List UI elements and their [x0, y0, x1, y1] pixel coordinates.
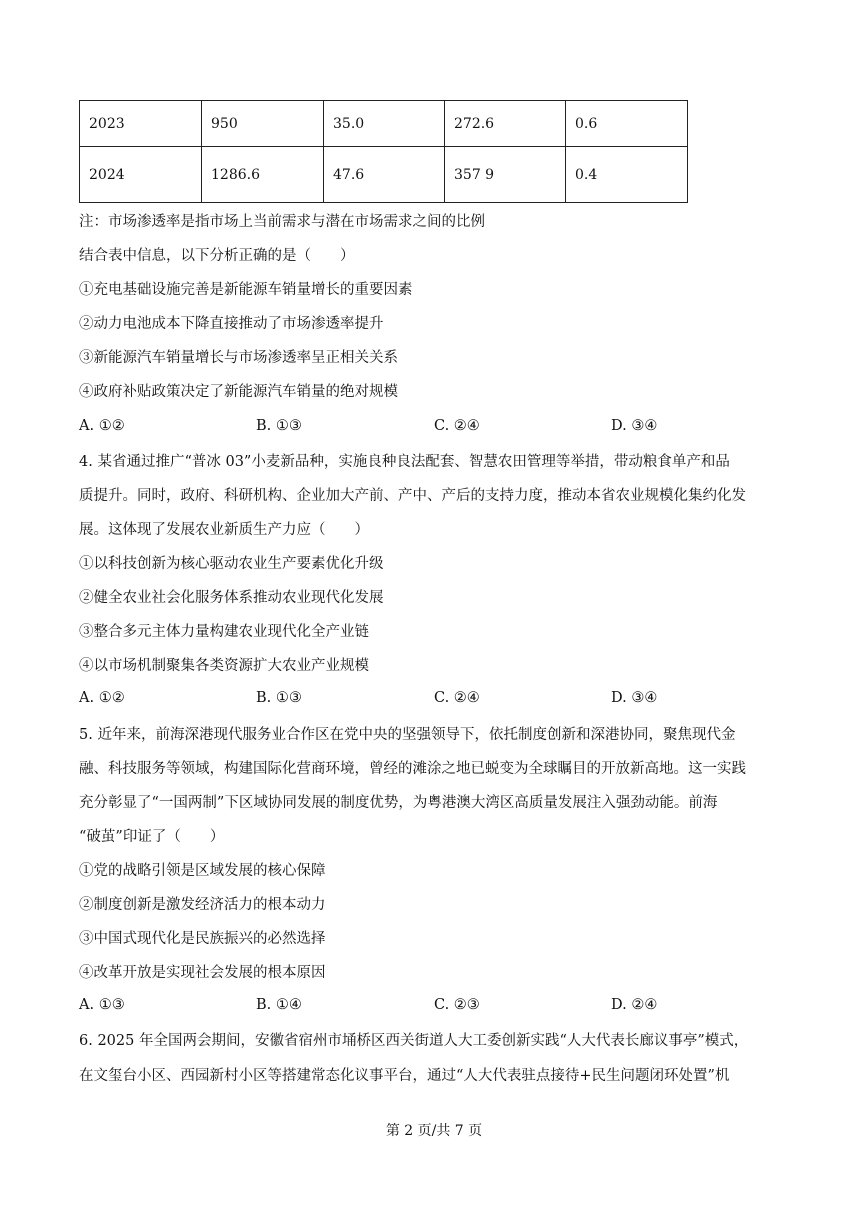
q4-item-1: ①以科技创新为核心驱动农业生产要素优化升级	[79, 556, 384, 572]
q5-item-3: ③中国式现代化是民族振兴的必然选择	[79, 931, 326, 947]
option-a[interactable]: A. ①②	[79, 418, 125, 434]
q6-stem-line-1: 6. 2025 年全国两会期间，安徽省宿州市埇桥区西关街道人大工委创新实践“人大代表长廊议事亭”模式，	[79, 1033, 749, 1049]
q5-item-1: ①党的战略引领是区域发展的核心保障	[79, 863, 326, 879]
table-cell: 357 9	[445, 147, 566, 203]
q4-stem-line-1: 4. 某省通过推广“普冰 03”小麦新品种，实施良种良法配套、智慧农田管理等举措，带动粮食单产和品	[79, 454, 730, 470]
option-b[interactable]: B. ①③	[256, 418, 302, 434]
q5-stem-line-4: “破茧”印证了（ ）	[79, 829, 225, 845]
q5-item-2: ②制度创新是激发经济活力的根本动力	[79, 897, 326, 913]
q5-item-4: ④改革开放是实现社会发展的根本原因	[79, 965, 326, 981]
table-note: 注：市场渗透率是指市场上当前需求与潜在市场需求之间的比例	[79, 214, 485, 230]
q5-stem-line-1: 5. 近年来，前海深港现代服务业合作区在党中央的坚强领导下，依托制度创新和深港协同，聚焦现代金	[79, 727, 736, 743]
table-cell: 47.6	[324, 147, 445, 203]
q3-options	[79, 418, 779, 438]
table-cell: 0.6	[566, 101, 688, 147]
table-cell: 2023	[80, 101, 202, 147]
q5-options	[79, 997, 779, 1017]
table-cell: 1286.6	[202, 147, 324, 203]
sales-data-table	[79, 100, 688, 203]
option-a[interactable]: A. ①③	[79, 997, 125, 1013]
q4-item-3: ③整合多元主体力量构建农业现代化全产业链	[79, 624, 369, 640]
q4-options	[79, 690, 779, 710]
table-row	[80, 147, 688, 203]
table-cell: 272.6	[445, 101, 566, 147]
table-cell: 0.4	[566, 147, 688, 203]
table-cell: 950	[202, 101, 324, 147]
option-d[interactable]: D. ②④	[611, 997, 658, 1013]
option-b[interactable]: B. ①③	[256, 690, 302, 706]
q4-item-4: ④以市场机制聚集各类资源扩大农业产业规模	[79, 658, 369, 674]
option-d[interactable]: D. ③④	[611, 690, 658, 706]
table-cell: 2024	[80, 147, 202, 203]
q4-stem-line-2: 质提升。同时，政府、科研机构、企业加大产前、产中、产后的支持力度，推动本省农业规模化集约化发	[79, 488, 746, 504]
option-c[interactable]: C. ②③	[434, 997, 480, 1013]
q3-stem: 结合表中信息，以下分析正确的是（ ）	[79, 248, 355, 264]
option-c[interactable]: C. ②④	[434, 690, 480, 706]
option-a[interactable]: A. ①②	[79, 690, 125, 706]
q6-stem-line-2: 在文玺台小区、西园新村小区等搭建常态化议事平台，通过“人大代表驻点接待+民生问题闭环处置”机	[79, 1068, 730, 1084]
q5-stem-line-3: 充分彰显了“一国两制”下区域协同发展的制度优势，为粤港澳大湾区高质量发展注入强劲动能。前海	[79, 795, 718, 811]
option-d[interactable]: D. ③④	[611, 418, 658, 434]
table-cell: 35.0	[324, 101, 445, 147]
q3-item-2: ②动力电池成本下降直接推动了市场渗透率提升	[79, 316, 384, 332]
q5-stem-line-2: 融、科技服务等领域，构建国际化营商环境，曾经的滩涂之地已蜕变为全球瞩目的开放新高地。这一实践	[79, 761, 746, 777]
option-b[interactable]: B. ①④	[256, 997, 302, 1013]
q3-item-1: ①充电基础设施完善是新能源车销量增长的重要因素	[79, 282, 413, 298]
q3-item-4: ④政府补贴政策决定了新能源汽车销量的绝对规模	[79, 384, 398, 400]
option-c[interactable]: C. ②④	[434, 418, 480, 434]
page-footer: 第 2 页/共 7 页	[385, 1123, 483, 1139]
q3-item-3: ③新能源汽车销量增长与市场渗透率呈正相关关系	[79, 350, 398, 366]
q4-stem-line-3: 展。这体现了发展农业新质生产力应（ ）	[79, 522, 369, 538]
table-row	[80, 101, 688, 147]
q4-item-2: ②健全农业社会化服务体系推动农业现代化发展	[79, 590, 384, 606]
